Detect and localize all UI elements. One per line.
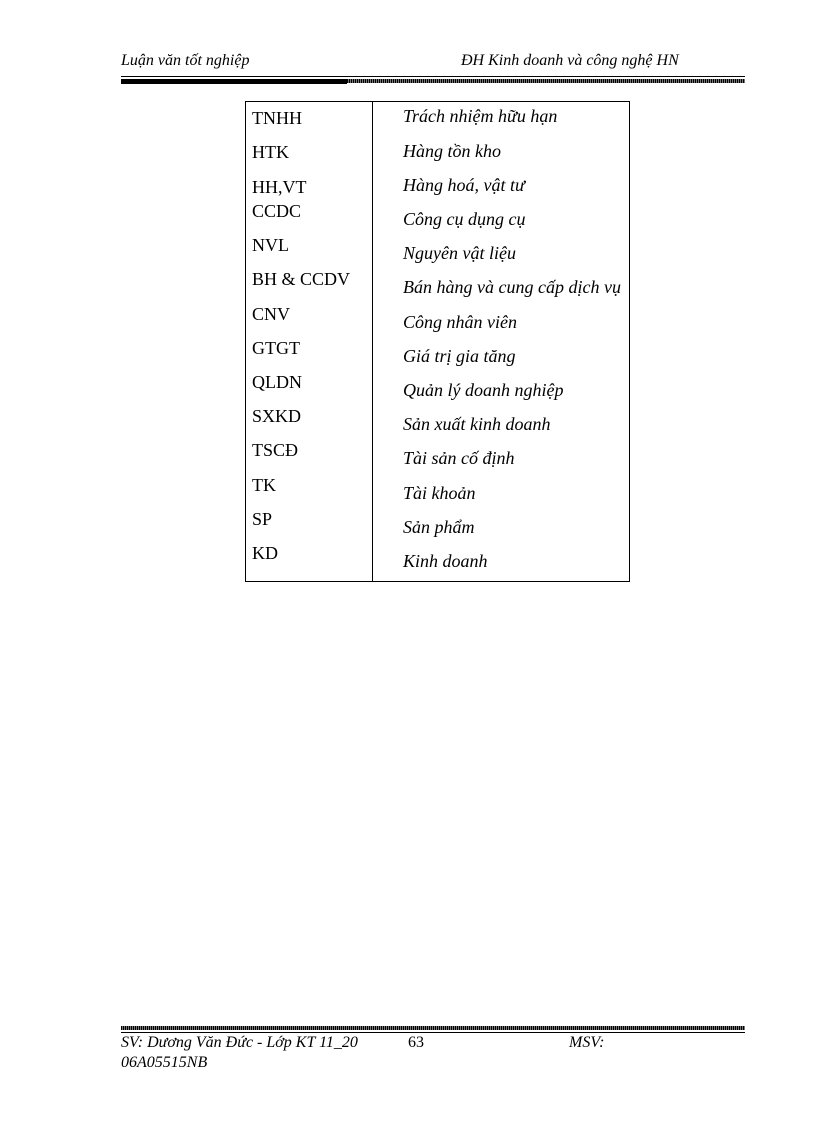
abbr-cell: HTK	[252, 142, 289, 162]
abbr-cell: CCDC	[252, 201, 302, 221]
abbr-cell: SXKD	[252, 406, 302, 426]
header-university: ĐH Kinh doanh và công nghệ HN	[461, 52, 679, 69]
abbr-cell: TSCĐ	[252, 440, 299, 460]
header-rule-accent	[121, 79, 347, 84]
footer-student-code: 06A05515NB	[121, 1054, 208, 1071]
meaning-cell: Sản phẩm	[403, 517, 475, 537]
meaning-cell: Nguyên vật liệu	[403, 243, 516, 263]
header-rule-thin	[121, 76, 745, 77]
abbr-cell: TNHH	[252, 108, 302, 128]
meaning-cell: Công cụ dụng cụ	[403, 209, 526, 229]
abbr-cell: BH & CCDV	[252, 269, 351, 289]
meaning-cell: Quản lý doanh nghiệp	[403, 380, 564, 400]
meaning-cell: Hàng hoá, vật tư	[403, 175, 525, 195]
meaning-cell: Kinh doanh	[403, 551, 488, 571]
abbr-cell: KD	[252, 543, 278, 563]
meaning-cell: Trách nhiệm hữu hạn	[403, 106, 558, 126]
footer-msv-label: MSV:	[569, 1034, 605, 1051]
header-thesis-title: Luận văn tốt nghiệp	[121, 52, 250, 69]
abbr-cell: QLDN	[252, 372, 302, 392]
meaning-cell: Tài sản cố định	[403, 448, 515, 468]
meaning-cell: Hàng tồn kho	[403, 141, 501, 161]
meaning-cell: Tài khoản	[403, 483, 476, 503]
meaning-cell: Giá trị gia tăng	[403, 346, 516, 366]
footer-page-number: 63	[408, 1034, 424, 1051]
footer-student-info: SV: Dương Văn Đức - Lớp KT 11_20	[121, 1034, 358, 1051]
meaning-cell: Công nhân viên	[403, 312, 517, 332]
footer-rule-thick	[121, 1026, 745, 1030]
abbr-cell: TK	[252, 475, 276, 495]
meaning-cell: Bán hàng và cung cấp dịch vụ	[403, 277, 621, 297]
meaning-cell: Sản xuất kinh doanh	[403, 414, 551, 434]
abbr-cell: SP	[252, 509, 273, 529]
abbr-cell: CNV	[252, 304, 291, 324]
abbr-cell: GTGT	[252, 338, 300, 358]
abbr-cell: HH,VT	[252, 177, 307, 197]
abbr-cell: NVL	[252, 235, 289, 255]
table-column-divider	[372, 102, 373, 581]
abbreviation-table	[245, 101, 630, 582]
